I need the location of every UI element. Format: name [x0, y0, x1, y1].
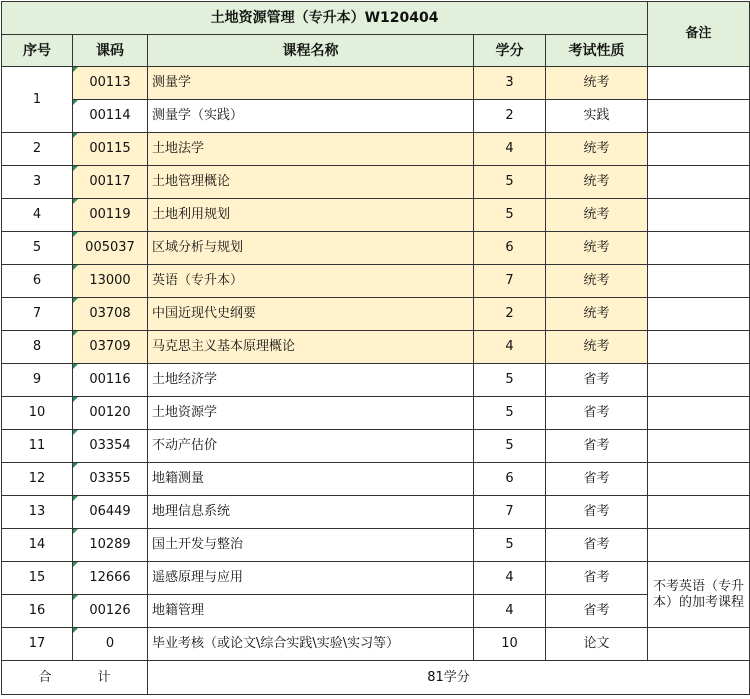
row-name: 土地法学 [148, 133, 474, 166]
row-remark [648, 67, 750, 100]
row-credit: 2 [474, 298, 546, 331]
row-name: 地理信息系统 [148, 496, 474, 529]
row-exam: 统考 [546, 166, 648, 199]
row-credit: 2 [474, 100, 546, 133]
total-row [2, 661, 750, 695]
table-title: 土地资源管理（专升本）W120404 [2, 2, 648, 35]
table-row [2, 364, 750, 397]
row-remark [648, 100, 750, 133]
row-exam: 省考 [546, 562, 648, 595]
header-row [2, 35, 750, 67]
row-name: 区域分析与规划 [148, 232, 474, 265]
row-credit: 3 [474, 67, 546, 100]
row-code: 03355 [73, 463, 148, 496]
row-credit: 5 [474, 430, 546, 463]
row-exam: 统考 [546, 298, 648, 331]
remark-extra-course: 不考英语（专升本）的加考课程 [648, 562, 750, 628]
table-row [2, 463, 750, 496]
row-exam: 统考 [546, 265, 648, 298]
row-code: 00116 [73, 364, 148, 397]
row-exam: 实践 [546, 100, 648, 133]
table-row [2, 100, 750, 133]
row-name: 土地利用规划 [148, 199, 474, 232]
row-index: 10 [2, 397, 73, 430]
row-exam: 统考 [546, 67, 648, 100]
row-exam: 省考 [546, 529, 648, 562]
row-remark [648, 529, 750, 562]
row-name: 英语（专升本） [148, 265, 474, 298]
row-remark [648, 166, 750, 199]
row-name: 测量学 [148, 67, 474, 100]
row-remark [648, 496, 750, 529]
remark-header: 备注 [648, 2, 750, 67]
row-code: 00117 [73, 166, 148, 199]
row-remark [648, 133, 750, 166]
row-name: 土地管理概论 [148, 166, 474, 199]
row-index: 13 [2, 496, 73, 529]
total-label-right: 计 [97, 669, 111, 685]
row-remark [648, 265, 750, 298]
row-credit: 7 [474, 265, 546, 298]
row-index: 15 [2, 562, 73, 595]
table-row [2, 430, 750, 463]
table-row [2, 562, 750, 595]
table-row [2, 166, 750, 199]
header-exam: 考试性质 [546, 35, 648, 67]
table-row [2, 331, 750, 364]
table-row [2, 496, 750, 529]
row-code: 03709 [73, 331, 148, 364]
header-index: 序号 [2, 35, 73, 67]
row-code: 00126 [73, 595, 148, 628]
table-row [2, 595, 750, 628]
row-exam: 省考 [546, 463, 648, 496]
row-code: 13000 [73, 265, 148, 298]
row-index: 11 [2, 430, 73, 463]
row-name: 国土开发与整治 [148, 529, 474, 562]
row-name: 土地资源学 [148, 397, 474, 430]
row-code: 00119 [73, 199, 148, 232]
row-credit: 4 [474, 562, 546, 595]
row-remark [648, 232, 750, 265]
row-exam: 统考 [546, 331, 648, 364]
row-remark [648, 463, 750, 496]
row-exam: 省考 [546, 430, 648, 463]
table-row [2, 199, 750, 232]
row-index: 4 [2, 199, 73, 232]
table-row [2, 298, 750, 331]
row-name: 不动产估价 [148, 430, 474, 463]
header-code: 课码 [73, 35, 148, 67]
row-name: 马克思主义基本原理概论 [148, 331, 474, 364]
row-credit: 6 [474, 463, 546, 496]
row-credit: 5 [474, 166, 546, 199]
row-index: 8 [2, 331, 73, 364]
row-exam: 省考 [546, 397, 648, 430]
table-row [2, 628, 750, 661]
row-name: 地籍测量 [148, 463, 474, 496]
total-label-left: 合 [38, 669, 52, 685]
row-credit: 5 [474, 364, 546, 397]
row-exam: 省考 [546, 496, 648, 529]
row-code: 005037 [73, 232, 148, 265]
row-index: 5 [2, 232, 73, 265]
row-index: 14 [2, 529, 73, 562]
row-remark [648, 199, 750, 232]
header-credit: 学分 [474, 35, 546, 67]
row-name: 土地经济学 [148, 364, 474, 397]
row-code: 00114 [73, 100, 148, 133]
row-remark [648, 397, 750, 430]
total-label [2, 661, 148, 695]
row-remark [648, 331, 750, 364]
table-row [2, 265, 750, 298]
table-row [2, 397, 750, 430]
row-name: 毕业考核（或论文\综合实践\实验\实习等） [148, 628, 474, 661]
table-row [2, 232, 750, 265]
header-name: 课程名称 [148, 35, 474, 67]
row-credit: 5 [474, 199, 546, 232]
row-code: 03354 [73, 430, 148, 463]
row-code: 03708 [73, 298, 148, 331]
row-code: 06449 [73, 496, 148, 529]
row-credit: 4 [474, 595, 546, 628]
row-credit: 10 [474, 628, 546, 661]
row-credit: 6 [474, 232, 546, 265]
row-index: 7 [2, 298, 73, 331]
row-index: 16 [2, 595, 73, 628]
row-exam: 统考 [546, 133, 648, 166]
row-index: 12 [2, 463, 73, 496]
row-name: 地籍管理 [148, 595, 474, 628]
row-exam: 省考 [546, 595, 648, 628]
row-index: 17 [2, 628, 73, 661]
row-name: 测量学（实践） [148, 100, 474, 133]
row-credit: 5 [474, 529, 546, 562]
course-plan-table [1, 1, 750, 695]
row-exam: 省考 [546, 364, 648, 397]
row-code: 00115 [73, 133, 148, 166]
row-code: 00120 [73, 397, 148, 430]
table-row [2, 133, 750, 166]
row-credit: 7 [474, 496, 546, 529]
row-remark [648, 628, 750, 661]
table-row [2, 67, 750, 100]
row-index: 1 [2, 67, 73, 133]
row-index: 2 [2, 133, 73, 166]
row-index: 6 [2, 265, 73, 298]
row-exam: 论文 [546, 628, 648, 661]
total-value: 81学分 [148, 661, 750, 695]
row-exam: 统考 [546, 232, 648, 265]
table-row [2, 529, 750, 562]
row-index: 9 [2, 364, 73, 397]
row-remark [648, 298, 750, 331]
row-remark [648, 430, 750, 463]
row-remark [648, 364, 750, 397]
row-code: 12666 [73, 562, 148, 595]
row-exam: 统考 [546, 199, 648, 232]
row-credit: 5 [474, 397, 546, 430]
row-credit: 4 [474, 331, 546, 364]
row-name: 中国近现代史纲要 [148, 298, 474, 331]
row-code: 0 [73, 628, 148, 661]
row-code: 00113 [73, 67, 148, 100]
row-credit: 4 [474, 133, 546, 166]
row-name: 遥感原理与应用 [148, 562, 474, 595]
row-code: 10289 [73, 529, 148, 562]
row-index: 3 [2, 166, 73, 199]
